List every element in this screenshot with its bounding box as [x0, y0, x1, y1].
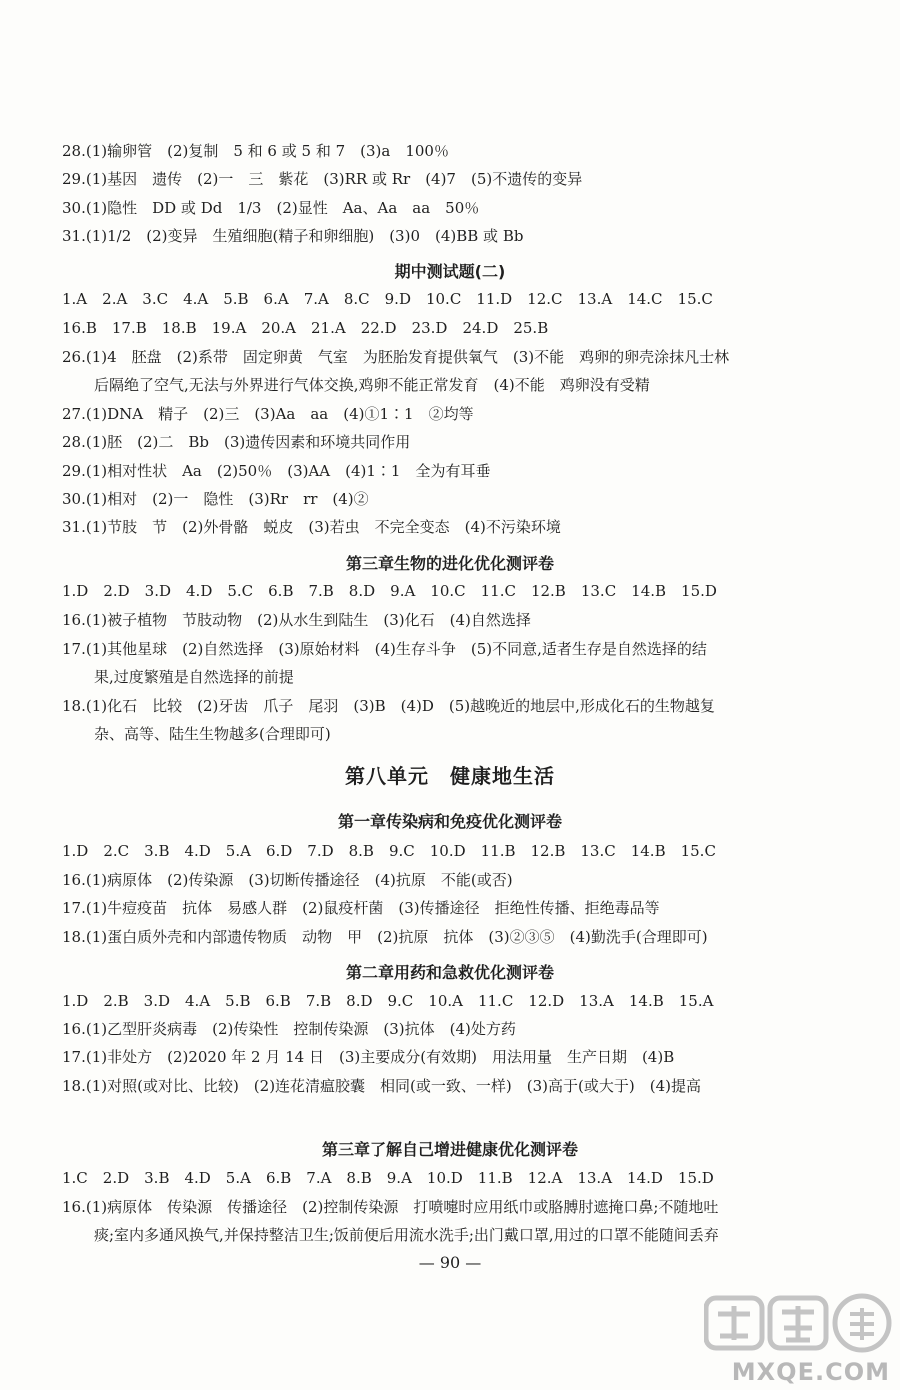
answer-line-26a: 26.(1)4 胚盘 (2)系带 固定卵黄 气室 为胚胎发育提供氧气 (3)不能 鸡卵的卵壳涂抹凡士林	[62, 348, 730, 366]
answer-line-30a: 30.(1)隐性 DD 或 Dd 1/3 (2)显性 Aa、Aa aa 50％	[62, 199, 480, 217]
answer-line-evo-16: 16.(1)被子植物 节肢动物 (2)从水生到陆生 (3)化石 (4)自然选择	[62, 611, 531, 629]
answer-line-c1-18: 18.(1)蛋白质外壳和内部遗传物质 动物 甲 (2)抗原 抗体 (3)②③⑤ (4)勤洗手(合理即可)	[62, 928, 708, 946]
answer-line-c2-mc: 1.D 2.B 3.D 4.A 5.B 6.B 7.B 8.D 9.C 10.A 11.C 12.D 13.A 14.B 15.A	[62, 992, 714, 1010]
answer-line-28a: 28.(1)输卵管 (2)复制 5 和 6 或 5 和 7 (3)a 100％	[62, 142, 449, 160]
unit-title: 第八单元 健康地生活	[345, 764, 555, 788]
answer-line-c3-mc: 1.C 2.D 3.B 4.D 5.A 6.B 7.A 8.B 9.A 10.D 11.B 12.A 13.A 14.D 15.D	[62, 1169, 714, 1187]
answer-line-c2-17: 17.(1)非处方 (2)2020 年 2 月 14 日 (3)主要成分(有效期) 用法用量 生产日期 (4)B	[62, 1048, 675, 1066]
answer-line-29: 29.(1)相对性状 Aa (2)50％ (3)AA (4)1∶1 全为有耳垂	[62, 462, 491, 480]
answer-line-c1-17: 17.(1)牛痘疫苗 抗体 易感人群 (2)鼠疫杆菌 (3)传播途径 拒绝性传播、拒绝毒品等	[62, 899, 660, 917]
answer-line-evo-18a: 18.(1)化石 比较 (2)牙齿 爪子 尾羽 (3)B (4)D (5)越晚近的地层中,形成化石的生物越复	[62, 697, 715, 715]
answer-line-c2-16: 16.(1)乙型肝炎病毒 (2)传染性 控制传染源 (3)抗体 (4)处方药	[62, 1020, 516, 1038]
answer-line-c2-18: 18.(1)对照(或对比、比较) (2)连花清瘟胶囊 相同(或一致、一样) (3)高于(或大于) (4)提高	[62, 1077, 701, 1095]
answer-line-evo-mc: 1.D 2.D 3.D 4.D 5.C 6.B 7.B 8.D 9.A 10.C 11.C 12.B 13.C 14.B 15.D	[62, 582, 717, 600]
answer-line-evo-18b: 杂、高等、陆生生物越多(合理即可)	[94, 725, 331, 743]
answer-line-29a: 29.(1)基因 遗传 (2)一 三 紫花 (3)RR 或 Rr (4)7 (5)不遗传的变异	[62, 170, 583, 188]
section-heading-chapter-3: 第三章了解自己增进健康优化测评卷	[321, 1140, 578, 1159]
answer-line-c3-16b: 痰;室内多通风换气,并保持整洁卫生;饭前便后用流水洗手;出门戴口罩,用过的口罩不能随间丢弃	[94, 1226, 719, 1244]
section-heading-midterm-2: 期中测试题(二)	[394, 262, 506, 281]
watermark-logo-icon	[704, 1292, 894, 1354]
answer-line-evo-17b: 果,过度繁殖是自然选择的前提	[94, 668, 294, 686]
answer-line-c1-16: 16.(1)病原体 (2)传染源 (3)切断传播途径 (4)抗原 不能(或否)	[62, 871, 513, 889]
watermark-logo	[696, 1290, 900, 1390]
answer-line-mc1: 1.A 2.A 3.C 4.A 5.B 6.A 7.A 8.C 9.D 10.C 11.D 12.C 13.A 14.C 15.C	[62, 290, 713, 308]
answer-line-c1-mc: 1.D 2.C 3.B 4.D 5.A 6.D 7.D 8.B 9.C 10.D 11.B 12.B 13.C 14.B 15.C	[62, 842, 716, 860]
section-heading-evolution: 第三章生物的进化优化测评卷	[345, 554, 554, 573]
section-heading-chapter-1: 第一章传染病和免疫优化测评卷	[337, 812, 562, 831]
answer-line-30: 30.(1)相对 (2)一 隐性 (3)Rr rr (4)②	[62, 490, 369, 508]
section-heading-chapter-2: 第二章用药和急救优化测评卷	[345, 963, 554, 982]
answer-line-28: 28.(1)胚 (2)二 Bb (3)遗传因素和环境共同作用	[62, 433, 411, 451]
answer-line-26b: 后隔绝了空气,无法与外界进行气体交换,鸡卵不能正常发育 (4)不能 鸡卵没有受精	[94, 376, 650, 394]
answer-line-mc2: 16.B 17.B 18.B 19.A 20.A 21.A 22.D 23.D 24.D 25.B	[62, 319, 549, 337]
answer-line-27: 27.(1)DNA 精子 (2)三 (3)Aa aa (4)①1∶1 ②均等	[62, 405, 474, 423]
watermark-text: MXQE.COM	[731, 1358, 890, 1386]
answer-line-31a: 31.(1)1/2 (2)变异 生殖细胞(精子和卵细胞) (3)0 (4)BB 或 Bb	[62, 227, 524, 245]
answer-line-c3-16a: 16.(1)病原体 传染源 传播途径 (2)控制传染源 打喷嚏时应用纸巾或胳膊肘遮掩口鼻;不随地吐	[62, 1198, 719, 1216]
answer-line-31: 31.(1)节肢 节 (2)外骨骼 蜕皮 (3)若虫 不完全变态 (4)不污染环境	[62, 518, 561, 536]
answer-line-evo-17a: 17.(1)其他星球 (2)自然选择 (3)原始材料 (4)生存斗争 (5)不同意,适者生存是自然选择的结	[62, 640, 707, 658]
page-number: — 90 —	[418, 1253, 482, 1272]
